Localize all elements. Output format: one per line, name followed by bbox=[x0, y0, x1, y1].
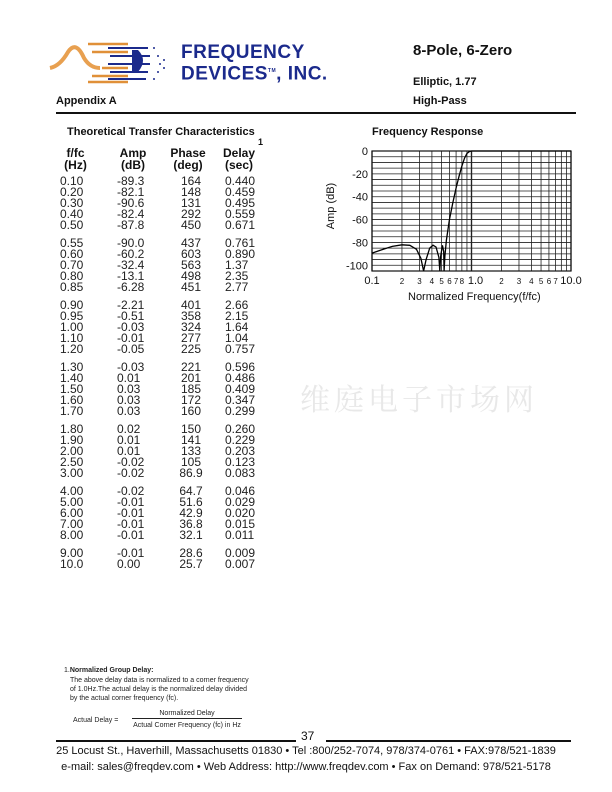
footnote-marker: 1 bbox=[258, 137, 264, 147]
cell-freq: 1.00 bbox=[60, 320, 84, 334]
col-header-top: Amp bbox=[119, 146, 147, 160]
cell-phase: 25.7 bbox=[179, 557, 203, 571]
cell-delay: 0.890 bbox=[225, 247, 256, 261]
table-row-group bbox=[58, 548, 288, 570]
cell-amp: -90.0 bbox=[117, 236, 145, 250]
cell-freq: 7.00 bbox=[60, 517, 84, 531]
x-tick-label: 3 bbox=[417, 277, 422, 286]
company-name-inc: , INC. bbox=[276, 63, 328, 85]
cell-freq: 2.50 bbox=[60, 455, 84, 469]
table-row bbox=[58, 406, 288, 417]
formula-numerator: Normalized Delay bbox=[132, 709, 242, 719]
cell-delay: 0.123 bbox=[225, 455, 256, 469]
cell-phase: 150 bbox=[180, 422, 202, 436]
cell-amp: 0.00 bbox=[117, 557, 141, 571]
cell-amp: 0.01 bbox=[117, 433, 141, 447]
x-tick-label: 5 bbox=[538, 277, 544, 286]
table-row-group bbox=[58, 486, 288, 541]
filter-mode: High-Pass bbox=[413, 95, 467, 107]
col-header-phase bbox=[167, 147, 209, 171]
cell-amp: -2.21 bbox=[117, 298, 145, 312]
x-tick-label: 2 bbox=[399, 277, 405, 286]
footer-contact: e-mail: sales@freqdev.com • Web Address: http://www.freqdev.com • Fax on Demand: 978/521-5178 bbox=[61, 761, 551, 773]
footnote-line: The above delay data is normalized to a corner frequency bbox=[70, 677, 249, 684]
table-row-group bbox=[58, 300, 288, 355]
col-header-top: Phase bbox=[170, 146, 206, 160]
cell-delay: 0.046 bbox=[225, 484, 256, 498]
y-tick-label: -20 bbox=[352, 168, 368, 181]
cell-delay: 0.299 bbox=[225, 404, 256, 418]
y-tick-label: -100 bbox=[345, 260, 368, 273]
cell-delay: 0.761 bbox=[225, 236, 256, 250]
y-tick-label: -40 bbox=[352, 191, 368, 204]
x-tick-label: 4 bbox=[429, 277, 435, 286]
page-number: 37 bbox=[301, 729, 315, 743]
cell-delay: 2.66 bbox=[225, 298, 249, 312]
cell-freq: 1.90 bbox=[60, 433, 84, 447]
table-row-group bbox=[58, 176, 288, 231]
cell-phase: 164 bbox=[180, 174, 202, 188]
footnote-title: Normalized Group Delay: bbox=[69, 667, 154, 674]
cell-phase: 51.6 bbox=[179, 495, 203, 509]
cell-delay: 2.35 bbox=[225, 269, 249, 283]
x-tick-label: 6 bbox=[447, 277, 452, 286]
product-title: 8-Pole, 6-Zero bbox=[413, 42, 513, 59]
table-row-group bbox=[58, 238, 288, 293]
cell-freq: 0.20 bbox=[60, 185, 84, 199]
cell-amp: 0.03 bbox=[117, 382, 141, 396]
cell-phase: 36.8 bbox=[179, 517, 203, 531]
cell-phase: 451 bbox=[180, 280, 202, 294]
cell-phase: 160 bbox=[180, 404, 202, 418]
cell-delay: 0.559 bbox=[225, 207, 256, 221]
table-row bbox=[58, 530, 288, 541]
cell-amp: 0.01 bbox=[117, 444, 141, 458]
chart-xlabel: Normalized Frequency(f/fc) bbox=[408, 291, 541, 303]
cell-delay: 0.083 bbox=[225, 466, 256, 480]
frequency-response-chart bbox=[320, 140, 600, 310]
cell-phase: 324 bbox=[180, 320, 202, 334]
cell-freq: 1.20 bbox=[60, 342, 84, 356]
x-tick-label: 7 bbox=[453, 277, 459, 286]
cell-phase: 437 bbox=[180, 236, 202, 250]
cell-phase: 563 bbox=[180, 258, 202, 272]
cell-amp: -0.02 bbox=[117, 455, 145, 469]
cell-phase: 133 bbox=[180, 444, 202, 458]
cell-phase: 141 bbox=[180, 433, 202, 447]
cell-phase: 201 bbox=[180, 371, 202, 385]
col-header-delay bbox=[209, 137, 269, 172]
table-row-group bbox=[58, 424, 288, 479]
col-header-top: f/fc bbox=[66, 146, 85, 160]
cell-phase: 277 bbox=[180, 331, 202, 345]
cell-phase: 603 bbox=[180, 247, 202, 261]
cell-phase: 64.7 bbox=[179, 484, 203, 498]
cell-amp: -6.28 bbox=[117, 280, 145, 294]
y-tick-label: -80 bbox=[352, 237, 368, 250]
cell-phase: 131 bbox=[180, 196, 202, 210]
cell-delay: 0.459 bbox=[225, 185, 256, 199]
chart-title: Frequency Response bbox=[372, 126, 484, 138]
cell-amp: -0.01 bbox=[117, 506, 145, 520]
footer-address: 25 Locust St., Haverhill, Massachusetts 01830 • Tel :800/252-7074, 978/374-0761 • FAX:978/521-1839 bbox=[56, 745, 556, 757]
cell-amp: -0.03 bbox=[117, 320, 145, 334]
cell-delay: 0.486 bbox=[225, 371, 256, 385]
company-logo-icon bbox=[48, 38, 173, 88]
cell-freq: 1.40 bbox=[60, 371, 84, 385]
cell-freq: 0.40 bbox=[60, 207, 84, 221]
cell-amp: 0.02 bbox=[117, 422, 141, 436]
cell-phase: 42.9 bbox=[179, 506, 203, 520]
cell-freq: 6.00 bbox=[60, 506, 84, 520]
x-tick-label: 6 bbox=[546, 277, 552, 286]
table-row bbox=[58, 260, 288, 271]
y-tick-label: -60 bbox=[352, 214, 368, 227]
company-name-devices: DEVICES bbox=[181, 63, 268, 85]
cell-delay: 2.15 bbox=[225, 309, 249, 323]
cell-freq: 0.70 bbox=[60, 258, 84, 272]
x-tick-label: 4 bbox=[529, 277, 534, 286]
formula-denominator: Actual Corner Frequency (fc) in Hz bbox=[133, 722, 241, 729]
x-tick-label: 8 bbox=[459, 277, 465, 286]
table-row bbox=[58, 311, 288, 322]
cell-delay: 0.020 bbox=[225, 506, 256, 520]
cell-delay: 0.347 bbox=[225, 393, 256, 407]
footer-rule-left bbox=[56, 740, 296, 742]
cell-amp: 0.01 bbox=[117, 371, 141, 385]
cell-freq: 0.55 bbox=[60, 236, 84, 250]
cell-phase: 292 bbox=[180, 207, 202, 221]
cell-amp: -90.6 bbox=[117, 196, 145, 210]
filter-type: Elliptic, 1.77 bbox=[413, 76, 477, 88]
footnote-line: of 1.0Hz.The actual delay is the normalized delay divided bbox=[70, 686, 248, 693]
cell-freq: 1.50 bbox=[60, 382, 84, 396]
col-header-freq bbox=[58, 147, 93, 171]
cell-amp: 0.03 bbox=[117, 393, 141, 407]
cell-amp: -82.4 bbox=[117, 207, 145, 221]
cell-phase: 221 bbox=[180, 360, 202, 374]
cell-delay: 0.596 bbox=[225, 360, 256, 374]
cell-delay: 0.229 bbox=[225, 433, 256, 447]
cell-phase: 225 bbox=[180, 342, 202, 356]
cell-amp: -0.01 bbox=[117, 495, 145, 509]
x-tick-label: 7 bbox=[553, 277, 558, 286]
cell-freq: 9.00 bbox=[60, 546, 84, 560]
cell-amp: -0.51 bbox=[117, 309, 145, 323]
formula-label: Actual Delay = bbox=[73, 717, 119, 724]
cell-amp: -32.4 bbox=[117, 258, 145, 272]
cell-delay: 1.37 bbox=[225, 258, 249, 272]
cell-freq: 5.00 bbox=[60, 495, 84, 509]
cell-delay: 0.203 bbox=[225, 444, 256, 458]
cell-delay: 1.64 bbox=[225, 320, 249, 334]
cell-delay: 0.495 bbox=[225, 196, 256, 210]
cell-phase: 148 bbox=[180, 185, 202, 199]
cell-amp: -0.05 bbox=[117, 342, 145, 356]
cell-freq: 1.60 bbox=[60, 393, 84, 407]
cell-freq: 10.0 bbox=[60, 557, 84, 571]
cell-delay: 0.757 bbox=[225, 342, 256, 356]
table-row bbox=[58, 300, 288, 311]
col-header-unit: (dB) bbox=[121, 158, 145, 172]
cell-amp: -0.01 bbox=[117, 528, 145, 542]
cell-delay: 1.04 bbox=[225, 331, 249, 345]
footnote-heading bbox=[64, 666, 153, 675]
table-title: Theoretical Transfer Characteristics bbox=[67, 126, 255, 138]
cell-delay: 0.260 bbox=[225, 422, 256, 436]
cell-freq: 3.00 bbox=[60, 466, 84, 480]
cell-delay: 0.015 bbox=[225, 517, 256, 531]
cell-phase: 450 bbox=[180, 218, 202, 232]
cell-phase: 358 bbox=[180, 309, 202, 323]
x-tick-label: 0.1 bbox=[364, 275, 380, 287]
cell-amp: -0.01 bbox=[117, 546, 145, 560]
table-row bbox=[58, 271, 288, 282]
footer-rule-right bbox=[326, 740, 571, 742]
col-header-top: Delay bbox=[222, 146, 256, 160]
cell-phase: 86.9 bbox=[179, 466, 203, 480]
cell-phase: 185 bbox=[180, 382, 202, 396]
cell-delay: 0.671 bbox=[225, 218, 256, 232]
cell-amp: 0.03 bbox=[117, 404, 141, 418]
cell-delay: 0.440 bbox=[225, 174, 256, 188]
table-row bbox=[58, 468, 288, 479]
table-row bbox=[58, 344, 288, 355]
cell-freq: 0.95 bbox=[60, 309, 84, 323]
cell-freq: 1.10 bbox=[60, 331, 84, 345]
y-tick-label: 0 bbox=[361, 146, 368, 158]
cell-amp: -82.1 bbox=[117, 185, 145, 199]
table-row bbox=[58, 220, 288, 231]
cell-freq: 1.70 bbox=[60, 404, 84, 418]
cell-amp: -0.01 bbox=[117, 517, 145, 531]
cell-freq: 8.00 bbox=[60, 528, 84, 542]
cell-freq: 0.60 bbox=[60, 247, 84, 261]
chart-ylabel: Amp (dB) bbox=[325, 182, 337, 230]
cell-freq: 1.80 bbox=[60, 422, 84, 436]
x-tick-label: 2 bbox=[499, 277, 504, 286]
cell-amp: -60.2 bbox=[117, 247, 145, 261]
cell-delay: 2.77 bbox=[225, 280, 249, 294]
cell-freq: 4.00 bbox=[60, 484, 84, 498]
table-row bbox=[58, 559, 288, 570]
col-header-amp bbox=[93, 147, 167, 171]
table-header bbox=[58, 137, 288, 172]
col-header-unit: (deg) bbox=[173, 158, 203, 172]
cell-phase: 172 bbox=[180, 393, 202, 407]
footnote-line: by the actual corner frequency (fc). bbox=[70, 695, 179, 702]
cell-amp: -13.1 bbox=[117, 269, 145, 283]
cell-freq: 1.30 bbox=[60, 360, 84, 374]
cell-amp: -0.03 bbox=[117, 360, 145, 374]
cell-phase: 498 bbox=[180, 269, 202, 283]
table-row bbox=[58, 282, 288, 293]
company-name-line2 bbox=[181, 62, 328, 83]
cell-freq: 0.30 bbox=[60, 196, 84, 210]
cell-freq: 0.90 bbox=[60, 298, 84, 312]
cell-delay: 0.029 bbox=[225, 495, 256, 509]
section-label: Appendix A bbox=[56, 95, 117, 107]
col-header-unit: (Hz) bbox=[64, 158, 87, 172]
cell-amp: -87.8 bbox=[117, 218, 145, 232]
table-row bbox=[58, 249, 288, 260]
cell-freq: 0.50 bbox=[60, 218, 84, 232]
cell-delay: 0.011 bbox=[225, 528, 255, 542]
cell-freq: 0.85 bbox=[60, 280, 84, 294]
cell-phase: 28.6 bbox=[179, 546, 203, 560]
table-row-group bbox=[58, 362, 288, 417]
cell-freq: 0.10 bbox=[60, 174, 84, 188]
watermark: 维庭电子市场网 bbox=[300, 383, 538, 418]
col-header-unit: (sec) bbox=[224, 158, 253, 172]
company-name-line1: FREQUENCY bbox=[181, 42, 305, 63]
x-tick-label: 1.0 bbox=[467, 275, 484, 287]
cell-phase: 401 bbox=[180, 298, 202, 312]
cell-amp: -0.02 bbox=[117, 466, 145, 480]
cell-phase: 32.1 bbox=[179, 528, 203, 542]
cell-amp: -0.02 bbox=[117, 484, 145, 498]
cell-freq: 0.80 bbox=[60, 269, 84, 283]
cell-amp: -89.3 bbox=[117, 174, 145, 188]
x-tick-label: 10.0 bbox=[560, 275, 582, 287]
table-row bbox=[58, 322, 288, 333]
cell-delay: 0.409 bbox=[225, 382, 256, 396]
cell-phase: 105 bbox=[180, 455, 202, 469]
cell-delay: 0.009 bbox=[225, 546, 256, 560]
header-divider bbox=[56, 112, 576, 114]
footnote-text bbox=[70, 676, 249, 703]
x-tick-label: 3 bbox=[516, 277, 522, 286]
cell-amp: -0.01 bbox=[117, 331, 145, 345]
trademark: TM bbox=[267, 68, 277, 74]
footnote-number: 1. bbox=[64, 667, 70, 674]
cell-freq: 2.00 bbox=[60, 444, 84, 458]
x-tick-label: 5 bbox=[439, 277, 444, 286]
cell-delay: 0.007 bbox=[225, 557, 256, 571]
